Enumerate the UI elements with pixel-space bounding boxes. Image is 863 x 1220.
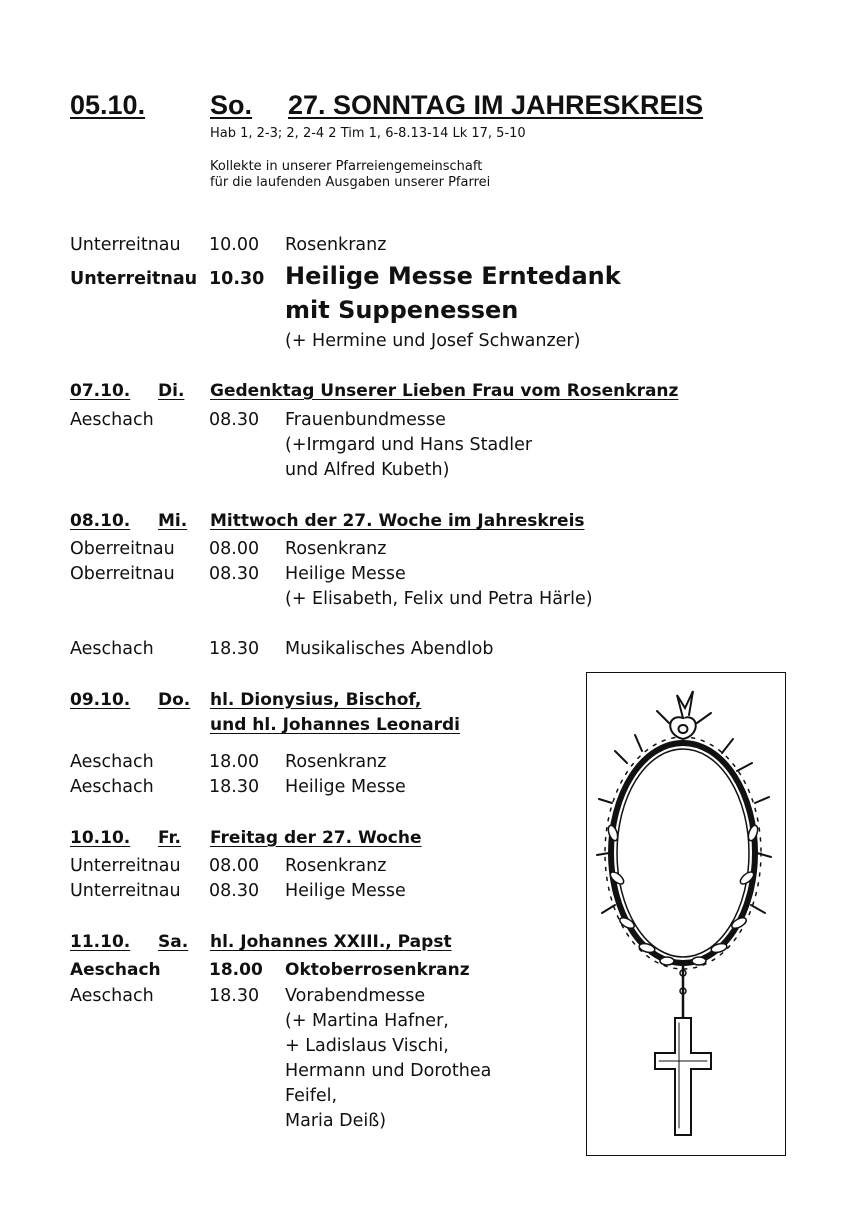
event-place: Aeschach bbox=[70, 960, 161, 980]
event-note: Feifel, bbox=[285, 1086, 338, 1106]
event-desc: Vorabendmesse bbox=[285, 986, 426, 1006]
event-desc-line-1: Heilige Messe Erntedank bbox=[285, 262, 621, 290]
day-weekday: Mi. bbox=[158, 511, 188, 531]
event-time: 10.00 bbox=[209, 235, 260, 255]
event-desc: Rosenkranz bbox=[285, 856, 387, 876]
event-desc: Frauenbundmesse bbox=[285, 410, 446, 430]
event-desc-line-2: mit Suppenessen bbox=[285, 296, 519, 324]
day-title: Freitag der 27. Woche bbox=[210, 828, 422, 848]
event-time: 08.30 bbox=[209, 881, 260, 901]
event-time: 10.30 bbox=[209, 269, 265, 289]
event-time: 18.00 bbox=[209, 960, 263, 980]
day-title: hl. Johannes XXIII., Papst bbox=[210, 932, 452, 952]
event-desc: Oktoberrosenkranz bbox=[285, 960, 470, 980]
day-title: hl. Dionysius, Bischof, bbox=[210, 690, 422, 710]
event-place: Aeschach bbox=[70, 752, 154, 772]
day-date: 09.10. bbox=[70, 690, 131, 710]
event-time: 08.30 bbox=[209, 410, 260, 430]
event-desc: Heilige Messe bbox=[285, 564, 406, 584]
event-note: + Ladislaus Vischi, bbox=[285, 1036, 449, 1056]
event-desc: Heilige Messe bbox=[285, 881, 406, 901]
event-note: (+Irmgard und Hans Stadler bbox=[285, 435, 533, 455]
event-note: Maria Deiß) bbox=[285, 1111, 387, 1131]
event-note: und Alfred Kubeth) bbox=[285, 460, 450, 480]
event-place: Aeschach bbox=[70, 410, 154, 430]
event-place: Aeschach bbox=[70, 777, 154, 797]
day-weekday: Di. bbox=[158, 381, 185, 401]
event-place: Oberreitnau bbox=[70, 564, 175, 584]
event-place: Unterreitnau bbox=[70, 856, 181, 876]
sunday-readings: Hab 1, 2-3; 2, 2-4 2 Tim 1, 6-8.13-14 Lk 17, 5-10 bbox=[210, 126, 526, 141]
event-place: Oberreitnau bbox=[70, 539, 175, 559]
day-date: 08.10. bbox=[70, 511, 131, 531]
day-weekday: Sa. bbox=[158, 932, 189, 952]
event-place: Unterreitnau bbox=[70, 881, 181, 901]
event-time: 18.30 bbox=[209, 639, 260, 659]
event-time: 08.30 bbox=[209, 564, 260, 584]
collection-line-1: Kollekte in unserer Pfarreiengemeinschaft bbox=[210, 159, 483, 174]
day-title: Mittwoch der 27. Woche im Jahreskreis bbox=[210, 511, 585, 531]
event-note: Hermann und Dorothea bbox=[285, 1061, 492, 1081]
event-desc: Musikalisches Abendlob bbox=[285, 639, 494, 659]
event-place: Aeschach bbox=[70, 639, 154, 659]
day-title: Gedenktag Unserer Lieben Frau vom Rosenkranz bbox=[210, 381, 679, 401]
event-place: Unterreitnau bbox=[70, 269, 198, 289]
event-desc: Rosenkranz bbox=[285, 539, 387, 559]
event-time: 18.30 bbox=[209, 777, 260, 797]
event-time: 08.00 bbox=[209, 539, 260, 559]
illustration-frame bbox=[586, 672, 786, 1156]
day-weekday: Do. bbox=[158, 690, 191, 710]
sunday-day: So. bbox=[210, 90, 253, 120]
event-time: 18.30 bbox=[209, 986, 260, 1006]
event-place: Unterreitnau bbox=[70, 235, 181, 255]
event-desc: Rosenkranz bbox=[285, 235, 387, 255]
sunday-title: 27. SONNTAG IM JAHRESKREIS bbox=[288, 90, 704, 120]
day-date: 10.10. bbox=[70, 828, 131, 848]
event-desc: Rosenkranz bbox=[285, 752, 387, 772]
day-title: und hl. Johannes Leonardi bbox=[210, 715, 460, 735]
day-date: 07.10. bbox=[70, 381, 131, 401]
day-date: 11.10. bbox=[70, 932, 131, 952]
day-weekday: Fr. bbox=[158, 828, 181, 848]
sunday-date: 05.10. bbox=[70, 90, 146, 120]
event-note: (+ Elisabeth, Felix und Petra Härle) bbox=[285, 589, 593, 609]
event-place: Aeschach bbox=[70, 986, 154, 1006]
event-time: 18.00 bbox=[209, 752, 260, 772]
event-desc: Heilige Messe bbox=[285, 777, 406, 797]
rosary-icon bbox=[587, 673, 784, 1154]
event-note: (+ Martina Hafner, bbox=[285, 1011, 449, 1031]
collection-line-2: für die laufenden Ausgaben unserer Pfarrei bbox=[210, 175, 491, 190]
event-time: 08.00 bbox=[209, 856, 260, 876]
event-note: (+ Hermine und Josef Schwanzer) bbox=[285, 331, 581, 351]
